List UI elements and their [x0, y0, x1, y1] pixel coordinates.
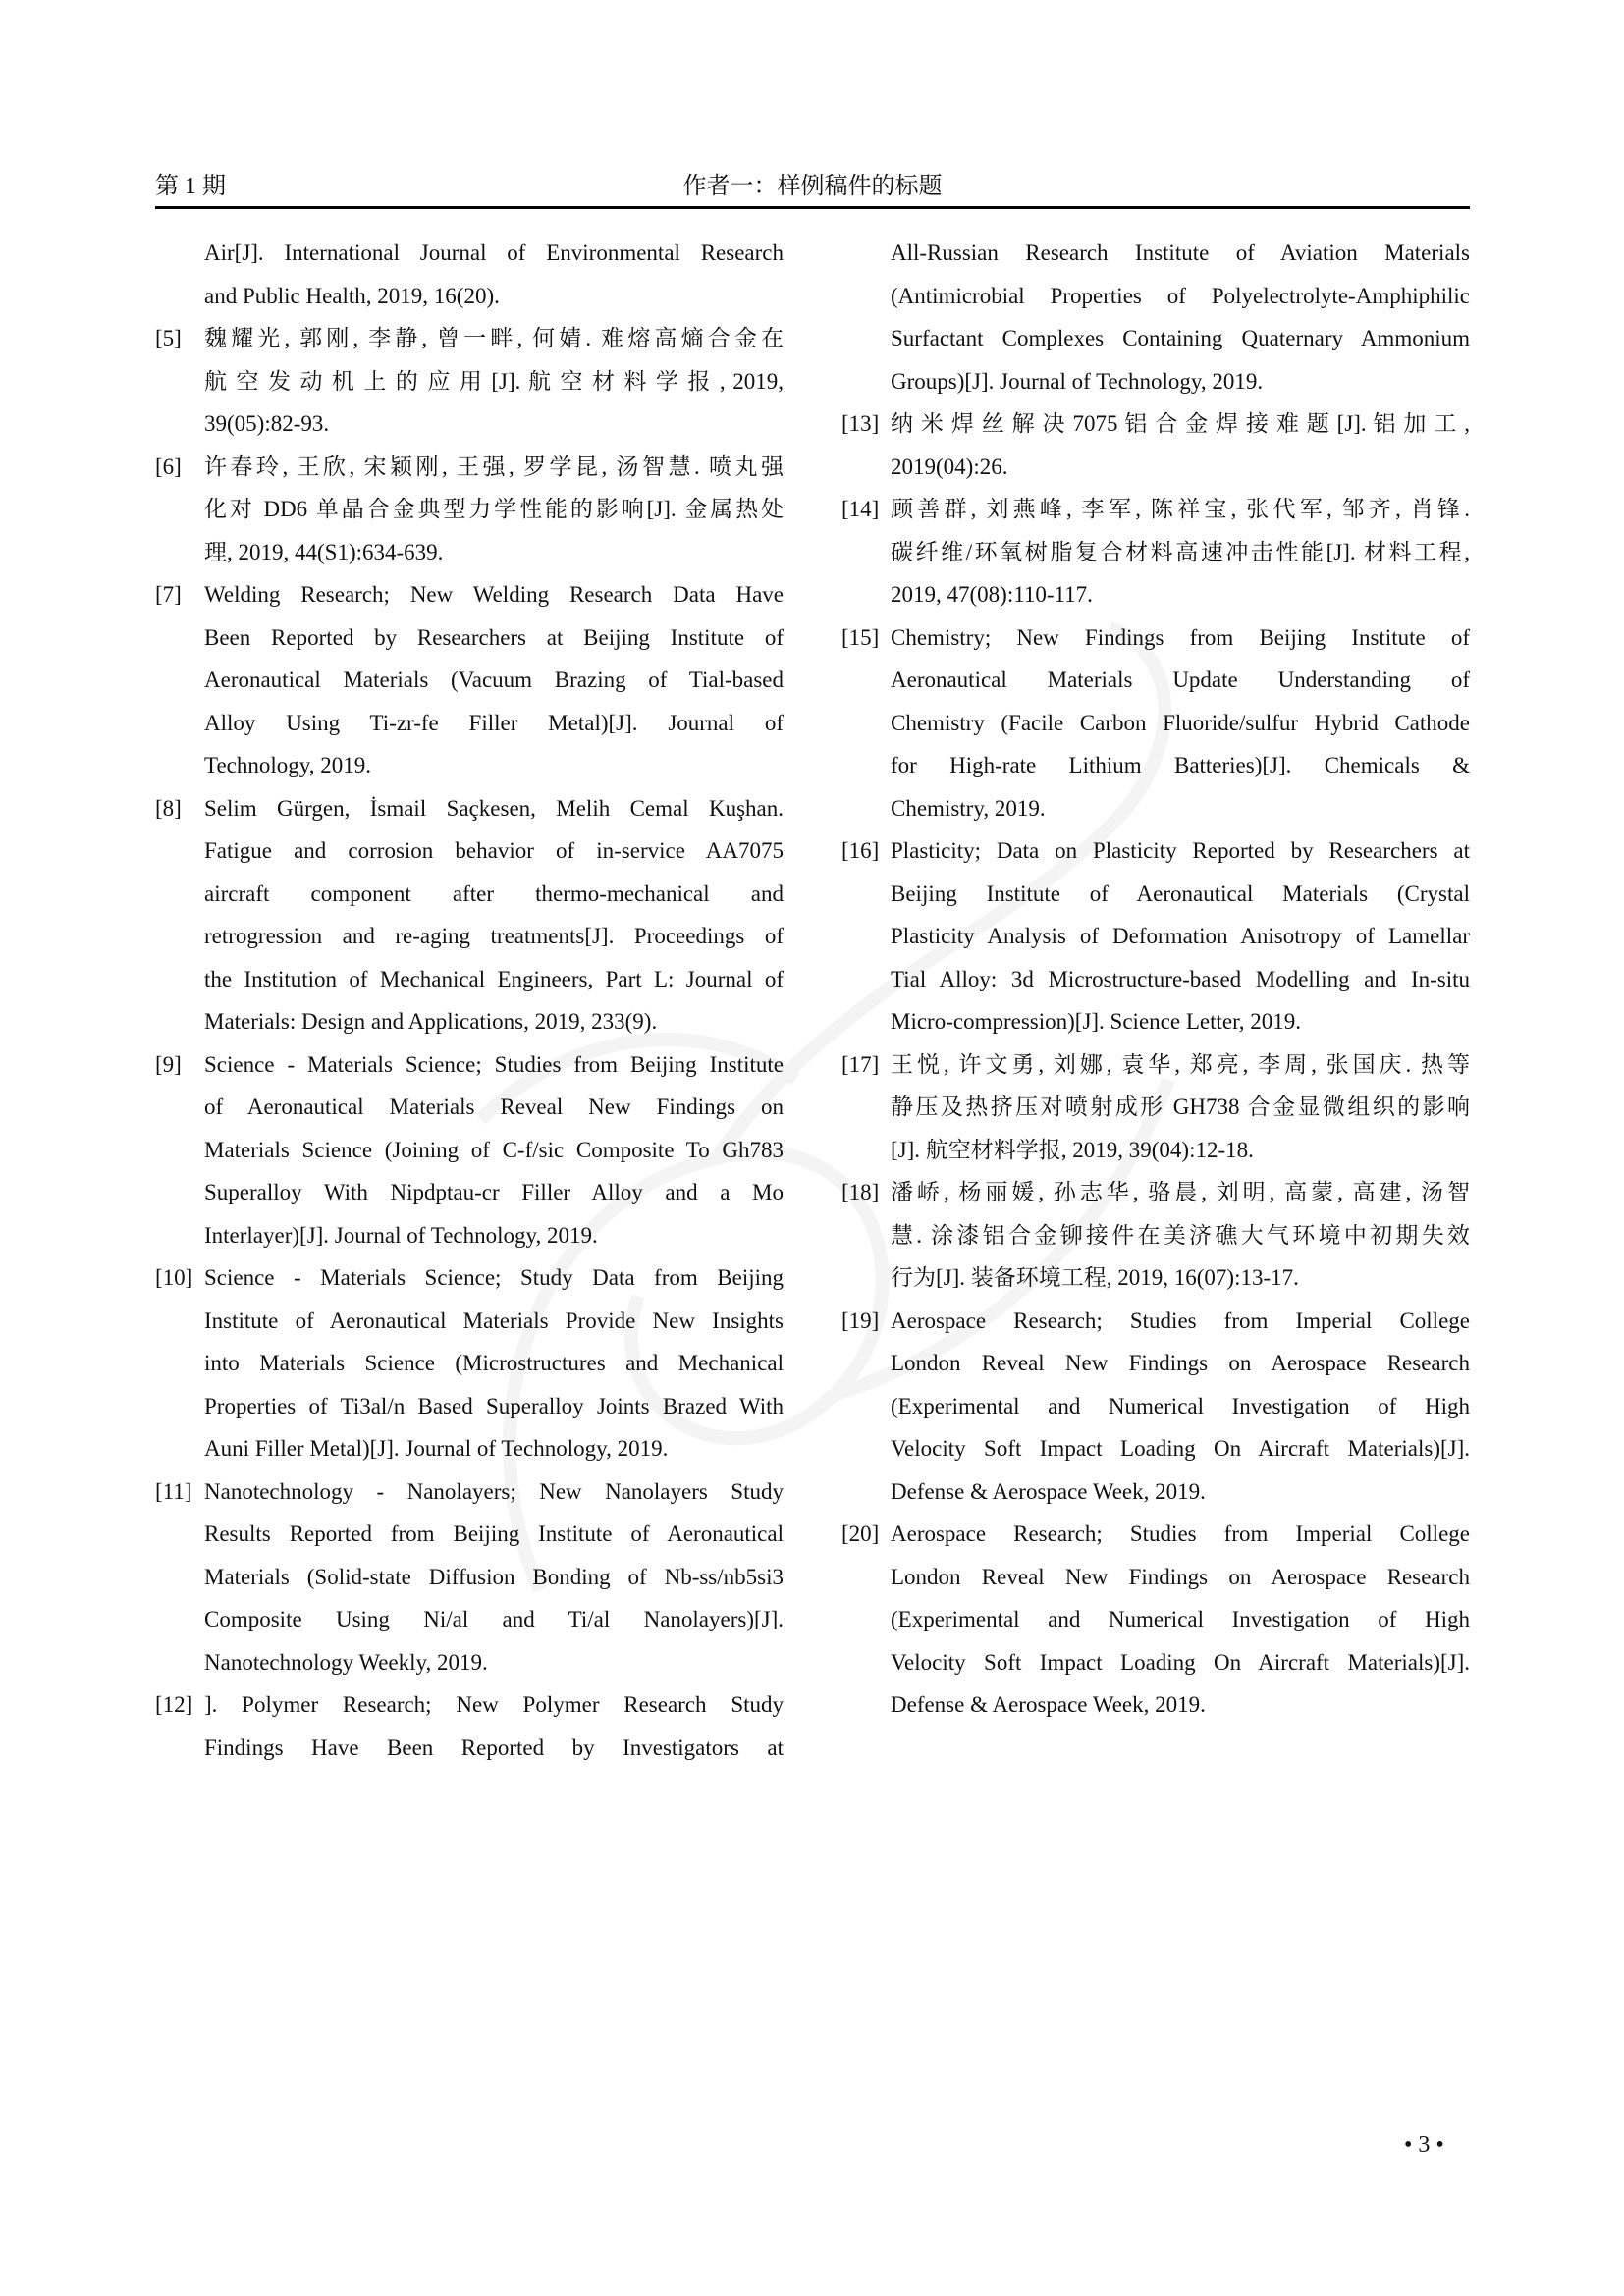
reference-line: Beijing Institute of Aeronautical Materials (Crystal — [891, 881, 1470, 906]
reference-line: 化对 DD6 单晶合金典型力学性能的影响[J]. 金属热处 — [204, 497, 784, 521]
reference-text — [891, 1171, 1470, 1300]
reference-entry — [155, 446, 784, 574]
reference-line: Plasticity Analysis of Deformation Anisotropy of Lamellar — [891, 924, 1470, 948]
reference-line: Aeronautical Materials (Vacuum Brazing of Tial-based — [204, 667, 784, 692]
reference-line: of Aeronautical Materials Reveal New Findings on — [204, 1095, 784, 1119]
reference-line: Surfactant Complexes Containing Quaternary Ammonium — [891, 326, 1470, 350]
reference-entry — [841, 488, 1470, 616]
reference-line: 纳 米 焊 丝 解 决 7075 铝 合 金 焊 接 难 题 [J]. 铝 加 工 , — [891, 411, 1470, 436]
reference-line: Properties of Ti3al/n Based Superalloy Joints Brazed With — [204, 1393, 784, 1418]
reference-line: ]. Polymer Research; New Polymer Research Study — [204, 1692, 784, 1717]
reference-line: Air[J]. International Journal of Environmental Research — [204, 240, 784, 265]
reference-line: (Experimental and Numerical Investigation of High — [891, 1607, 1470, 1631]
reference-entry — [155, 573, 784, 787]
reference-text — [204, 787, 784, 1043]
reference-entry — [841, 1171, 1470, 1300]
reference-number: [5] — [155, 326, 182, 350]
reference-line: Chemistry; New Findings from Beijing Institute of — [891, 624, 1470, 650]
reference-line: 碳纤维/环氧树脂复合材料高速冲击性能[J]. 材料工程, — [891, 539, 1470, 564]
reference-text — [891, 402, 1470, 488]
reference-entry — [155, 1256, 784, 1470]
reference-number: [13] — [841, 411, 880, 436]
reference-line: Aerospace Research; Studies from Imperial College — [891, 1522, 1470, 1546]
reference-line: and Public Health, 2019, 16(20). — [204, 283, 500, 308]
reference-text — [204, 1470, 784, 1684]
reference-line: Interlayer)[J]. Journal of Technology, 2019. — [204, 1222, 598, 1248]
reference-line: London Reveal New Findings on Aerospace Research — [891, 1564, 1470, 1589]
reference-line: into Materials Science (Microstructures and Mechanical — [204, 1351, 784, 1375]
reference-text — [891, 1513, 1470, 1727]
reference-entry — [841, 232, 1470, 402]
reference-line: Chemistry (Facile Carbon Fluoride/sulfur Hybrid Cathode — [891, 710, 1470, 735]
reference-line: 39(05):82-93. — [204, 411, 330, 436]
reference-line: Velocity Soft Impact Loading On Aircraft Materials)[J]. — [891, 1649, 1470, 1675]
reference-line: 静压及热挤压对喷射成形 GH738 合金显微组织的影响 — [891, 1095, 1470, 1119]
reference-line: for High-rate Lithium Batteries)[J]. Chemicals & — [891, 753, 1470, 777]
reference-line: Chemistry, 2019. — [891, 795, 1046, 821]
reference-line: retrogression and re-aging treatments[J]. Proceedings of — [204, 924, 784, 948]
reference-line: [J]. 航空材料学报, 2019, 39(04):12-18. — [891, 1137, 1254, 1162]
reference-line: aircraft component after thermo-mechanical and — [204, 881, 784, 906]
reference-line: London Reveal New Findings on Aerospace Research — [891, 1351, 1470, 1375]
reference-line: Groups)[J]. Journal of Technology, 2019. — [891, 368, 1264, 394]
reference-line: Micro-compression)[J]. Science Letter, 2019. — [891, 1009, 1302, 1034]
reference-line: Institute of Aeronautical Materials Provide New Insights — [204, 1308, 784, 1333]
reference-line: 魏耀光, 郭刚, 李静, 曾一畔, 何婧. 难熔高熵合金在 — [204, 326, 784, 350]
reference-line: Been Reported by Researchers at Beijing Institute of — [204, 624, 784, 650]
issue-label: 第 1 期 — [155, 174, 226, 199]
reference-line: All-Russian Research Institute of Aviation Materials — [891, 240, 1470, 265]
reference-line: Auni Filler Metal)[J]. Journal of Technology, 2019. — [204, 1436, 669, 1461]
header-rule-divider — [155, 206, 1470, 209]
reference-line: Findings Have Been Reported by Investigators at — [204, 1735, 784, 1760]
reference-number: [9] — [155, 1051, 182, 1077]
reference-number: [11] — [155, 1478, 192, 1504]
reference-entry — [841, 1043, 1470, 1172]
reference-number: [12] — [155, 1692, 193, 1717]
references-left-column — [155, 232, 784, 1769]
reference-line: Composite Using Ni/al and Ti/al Nanolayers)[J]. — [204, 1607, 784, 1631]
reference-text — [891, 1300, 1470, 1514]
reference-line: (Antimicrobial Properties of Polyelectrolyte-Amphiphilic — [891, 283, 1470, 308]
reference-line: 航 空 发 动 机 上 的 应 用 [J]. 航 空 材 料 学 报 , 2019, — [204, 368, 784, 394]
reference-line: Materials Science (Joining of C-f/sic Composite To Gh783 — [204, 1137, 784, 1162]
reference-text — [891, 232, 1470, 402]
reference-line: Technology, 2019. — [204, 753, 372, 777]
reference-text — [204, 1683, 784, 1769]
reference-line: Materials (Solid-state Diffusion Bonding of Nb-ss/nb5si3 — [204, 1564, 784, 1589]
reference-entry — [841, 1300, 1470, 1514]
reference-entry — [155, 1043, 784, 1257]
reference-line: Science - Materials Science; Study Data from Beijing — [204, 1265, 784, 1290]
reference-text — [204, 1256, 784, 1470]
reference-line: Welding Research; New Welding Research Data Have — [204, 582, 784, 607]
reference-number: [19] — [841, 1308, 880, 1333]
references-right-column — [841, 232, 1470, 1727]
reference-line: Alloy Using Ti-zr-fe Filler Metal)[J]. Journal of — [204, 710, 784, 735]
reference-line: Fatigue and corrosion behavior of in-service AA7075 — [204, 838, 784, 863]
reference-number: [14] — [841, 497, 880, 521]
reference-entry — [841, 616, 1470, 830]
reference-number: [17] — [841, 1051, 880, 1077]
reference-number: [10] — [155, 1265, 193, 1290]
reference-line: 顾善群, 刘燕峰, 李军, 陈祥宝, 张代军, 邹齐, 肖锋. — [891, 497, 1470, 521]
page-number: • 3 • — [1404, 2132, 1444, 2158]
reference-number: [6] — [155, 454, 182, 479]
reference-entry — [841, 402, 1470, 488]
reference-text — [891, 1043, 1470, 1172]
reference-line: 慧. 涂漆铝合金铆接件在美济礁大气环境中初期失效 — [891, 1222, 1470, 1248]
reference-entry — [155, 1683, 784, 1769]
reference-line: Selim Gürgen, İsmail Saçkesen, Melih Cemal Kuşhan. — [204, 795, 784, 821]
reference-number: [15] — [841, 624, 880, 650]
running-header — [155, 169, 1470, 204]
reference-text — [891, 488, 1470, 616]
reference-number: [20] — [841, 1522, 880, 1546]
reference-line: the Institution of Mechanical Engineers, Part L: Journal of — [204, 966, 784, 991]
reference-line: Materials: Design and Applications, 2019, 233(9). — [204, 1009, 658, 1034]
reference-entry — [155, 787, 784, 1043]
reference-line: 许春玲, 王欣, 宋颖刚, 王强, 罗学昆, 汤智慧. 喷丸强 — [204, 454, 784, 479]
reference-line: Defense & Aerospace Week, 2019. — [891, 1478, 1206, 1504]
reference-line: Results Reported from Beijing Institute of Aeronautical — [204, 1522, 784, 1546]
reference-line: 潘峤, 杨丽媛, 孙志华, 骆晨, 刘明, 高蒙, 高建, 汤智 — [891, 1180, 1470, 1204]
reference-entry — [155, 1470, 784, 1684]
reference-line: Defense & Aerospace Week, 2019. — [891, 1692, 1206, 1717]
reference-number: [8] — [155, 795, 182, 821]
reference-line: (Experimental and Numerical Investigation of High — [891, 1393, 1470, 1418]
reference-number: [7] — [155, 582, 182, 607]
reference-entry — [841, 1513, 1470, 1727]
reference-line: 理, 2019, 44(S1):634-639. — [204, 539, 444, 564]
reference-number: [16] — [841, 838, 880, 863]
reference-entry — [155, 317, 784, 446]
reference-line: 2019(04):26. — [891, 454, 1008, 479]
reference-line: Tial Alloy: 3d Microstructure-based Modelling and In-situ — [891, 966, 1470, 991]
reference-entry — [841, 829, 1470, 1043]
reference-line: Aerospace Research; Studies from Imperial College — [891, 1308, 1470, 1333]
reference-line: Plasticity; Data on Plasticity Reported by Researchers at — [891, 838, 1470, 863]
reference-text — [204, 232, 784, 317]
reference-line: Velocity Soft Impact Loading On Aircraft Materials)[J]. — [891, 1436, 1470, 1461]
reference-text — [891, 829, 1470, 1043]
reference-text — [891, 616, 1470, 830]
reference-line: 行为[J]. 装备环境工程, 2019, 16(07):13-17. — [891, 1265, 1299, 1290]
reference-line: Aeronautical Materials Update Understanding of — [891, 667, 1470, 692]
reference-text — [204, 573, 784, 787]
reference-entry — [155, 232, 784, 317]
reference-line: Nanotechnology - Nanolayers; New Nanolayers Study — [204, 1478, 784, 1504]
reference-line: Superalloy With Nipdptau-cr Filler Alloy and a Mo — [204, 1180, 784, 1204]
running-title: 作者一：样例稿件的标题 — [682, 174, 943, 199]
reference-line: 王悦, 许文勇, 刘娜, 袁华, 郑亮, 李周, 张国庆. 热等 — [891, 1051, 1470, 1077]
reference-line: 2019, 47(08):110-117. — [891, 582, 1093, 607]
reference-line: Science - Materials Science; Studies from Beijing Institute — [204, 1051, 784, 1077]
reference-number: [18] — [841, 1180, 880, 1204]
reference-text — [204, 446, 784, 574]
reference-text — [204, 317, 784, 446]
reference-line: Nanotechnology Weekly, 2019. — [204, 1649, 488, 1675]
reference-text — [204, 1043, 784, 1257]
